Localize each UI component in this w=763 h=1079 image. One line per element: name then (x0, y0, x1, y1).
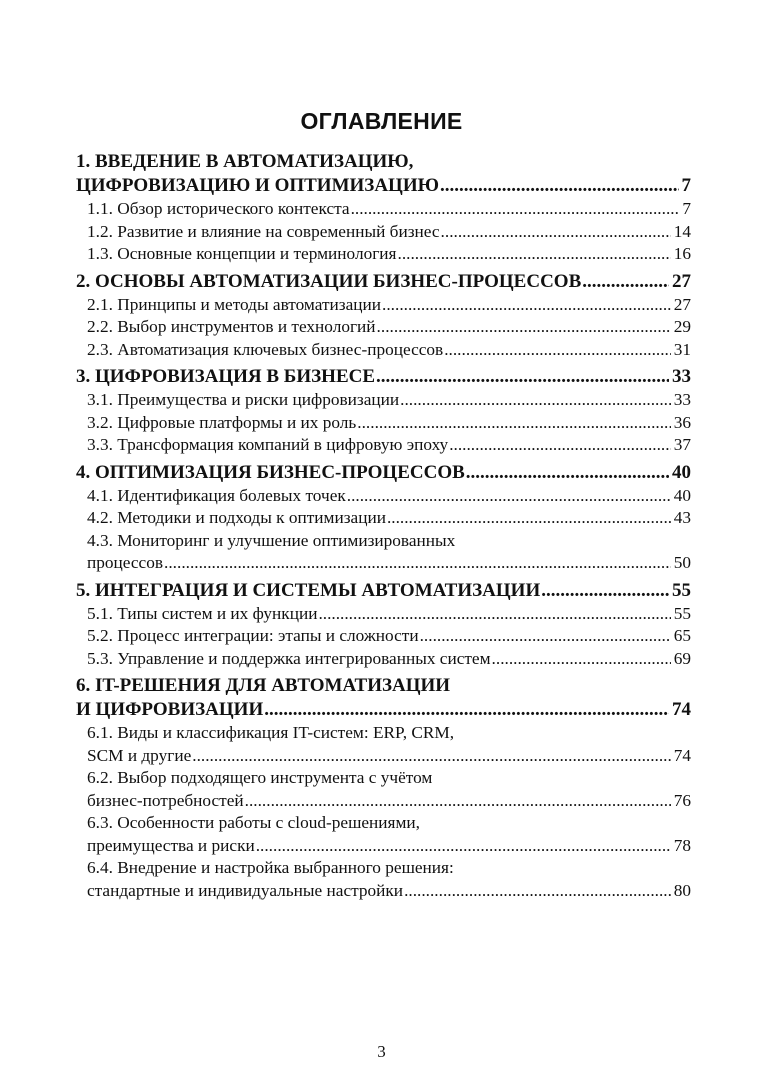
dot-leader (387, 507, 671, 530)
section-line (87, 812, 691, 835)
chapter-page: 7 (681, 175, 691, 196)
chapter-line (76, 270, 691, 294)
section-page: 74 (673, 745, 691, 765)
dot-leader (582, 270, 669, 294)
section-page: 33 (673, 390, 691, 409)
section-title: 4.1. Идентификация болевых точек (87, 485, 346, 505)
section-title: 6.1. Виды и классификация IT-систем: ERP, CRM, (87, 723, 455, 742)
dot-leader (541, 579, 669, 603)
section-title: 5.2. Процесс интеграции: этапы и сложности (87, 626, 419, 645)
dot-leader (318, 603, 670, 626)
section-line (87, 389, 691, 412)
toc-section (87, 294, 691, 317)
section-page: 69 (673, 648, 691, 668)
dot-leader (164, 552, 671, 575)
section-list (76, 389, 691, 457)
section-title: 2.1. Принципы и методы автоматизации (87, 294, 382, 314)
section-title: преимущества и риски (87, 835, 255, 855)
chapter-line (76, 365, 691, 389)
dot-leader (398, 243, 671, 266)
toc-chapter (76, 270, 691, 362)
chapter-title: 2. ОСНОВЫ АВТОМАТИЗАЦИИ БИЗНЕС-ПРОЦЕССОВ (76, 270, 582, 292)
section-line (87, 434, 691, 457)
section-title: стандартные и индивидуальные настройки (87, 880, 404, 900)
section-title: 3.3. Трансформация компаний в цифровую эпоху (87, 435, 449, 454)
dot-leader (420, 625, 671, 648)
chapter-title: 6. IT-РЕШЕНИЯ ДЛЯ АВТОМАТИЗАЦИИ (76, 675, 451, 696)
dot-leader (444, 339, 671, 362)
dot-leader (382, 294, 671, 317)
dot-leader (256, 835, 671, 858)
toc-section (87, 507, 691, 530)
section-title: 6.4. Внедрение и настройка выбранного решения: (87, 858, 454, 877)
section-title: 2.3. Автоматизация ключевых бизнес-процессов (87, 339, 444, 359)
toc-section (87, 812, 691, 857)
section-line (87, 294, 691, 317)
section-title: 1.1. Обзор исторического контекста (87, 199, 350, 218)
toc-section (87, 625, 691, 648)
toc-section (87, 412, 691, 435)
section-page: 40 (673, 485, 691, 505)
section-title: 5.1. Типы систем и их функции (87, 603, 318, 623)
section-line (87, 316, 691, 339)
section-line (87, 835, 691, 858)
chapter-line (76, 579, 691, 603)
chapter-page: 40 (672, 461, 691, 483)
toc-section (87, 722, 691, 767)
page-title: ОГЛАВЛЕНИЕ (300, 108, 463, 134)
toc-chapter (76, 579, 691, 671)
chapter-page: 74 (672, 699, 691, 720)
dot-leader (347, 485, 671, 508)
section-list (76, 485, 691, 575)
section-line (87, 412, 691, 435)
section-line (87, 790, 691, 813)
dot-leader (192, 745, 670, 768)
section-line (87, 603, 691, 626)
toc-section (87, 198, 691, 221)
chapter-title: И ЦИФРОВИЗАЦИИ (76, 699, 264, 720)
section-page: 43 (673, 508, 691, 527)
section-page: 55 (673, 603, 691, 623)
toc-section (87, 530, 691, 575)
dot-leader (404, 880, 671, 903)
chapter-title: 5. ИНТЕГРАЦИЯ И СИСТЕМЫ АВТОМАТИЗАЦИИ (76, 579, 541, 601)
section-title: 1.2. Развитие и влияние на современный бизнес (87, 221, 440, 241)
section-line (87, 857, 691, 880)
dot-leader (449, 434, 671, 457)
section-line (87, 745, 691, 768)
chapter-page: 33 (672, 366, 691, 387)
chapter-title: ЦИФРОВИЗАЦИЮ И ОПТИМИЗАЦИЮ (76, 175, 440, 196)
toc-chapter (76, 461, 691, 575)
section-line (87, 221, 691, 244)
dot-leader (466, 461, 669, 485)
section-page: 50 (673, 553, 691, 572)
section-title: 3.1. Преимущества и риски цифровизации (87, 390, 400, 409)
section-title: 6.3. Особенности работы с cloud-решениями, (87, 813, 421, 832)
section-page: 14 (673, 221, 691, 241)
toc-section (87, 389, 691, 412)
dot-leader (357, 412, 670, 435)
section-page: 16 (673, 244, 691, 263)
section-page: 7 (682, 199, 691, 218)
toc-section (87, 767, 691, 812)
section-title: бизнес-потребностей (87, 790, 244, 810)
dot-leader (400, 389, 671, 412)
toc-section (87, 339, 691, 362)
toc-section (87, 485, 691, 508)
chapter-page: 27 (672, 270, 691, 292)
chapter-line (76, 150, 691, 174)
section-page: 80 (673, 880, 691, 900)
section-page: 27 (673, 294, 691, 314)
toc-section (87, 316, 691, 339)
section-line (87, 198, 691, 221)
section-title: 1.3. Основные концепции и терминология (87, 244, 397, 263)
chapter-line (76, 461, 691, 485)
chapter-title: 3. ЦИФРОВИЗАЦИЯ В БИЗНЕСЕ (76, 366, 376, 387)
section-line (87, 767, 691, 790)
toc-chapter (76, 365, 691, 457)
dot-leader (245, 790, 671, 813)
section-line (87, 880, 691, 903)
toc-section (87, 857, 691, 902)
chapter-title: 4. ОПТИМИЗАЦИЯ БИЗНЕС-ПРОЦЕССОВ (76, 461, 465, 483)
section-list (76, 198, 691, 266)
section-line (87, 552, 691, 575)
section-line (87, 722, 691, 745)
toc-section (87, 243, 691, 266)
section-page: 36 (673, 412, 691, 432)
chapter-line (76, 698, 691, 722)
dot-leader (440, 174, 678, 198)
section-page: 31 (673, 339, 691, 359)
toc-chapter (76, 150, 691, 266)
toc-section (87, 603, 691, 626)
section-title: 4.3. Мониторинг и улучшение оптимизированных (87, 530, 456, 550)
dot-leader (492, 648, 671, 671)
table-of-contents (76, 150, 691, 906)
section-title: 6.2. Выбор подходящего инструмента с учётом (87, 768, 433, 787)
section-title: 5.3. Управление и поддержка интегрированных систем (87, 648, 491, 668)
section-page: 29 (673, 317, 691, 336)
section-line (87, 243, 691, 266)
dot-leader (351, 198, 680, 221)
section-line (87, 625, 691, 648)
section-page: 37 (673, 435, 691, 454)
section-title: 4.2. Методики и подходы к оптимизации (87, 508, 386, 527)
section-list (76, 722, 691, 902)
section-page: 78 (673, 835, 691, 855)
section-list (76, 294, 691, 362)
section-line (87, 648, 691, 671)
dot-leader (376, 365, 669, 389)
dot-leader (377, 316, 671, 339)
section-title: 2.2. Выбор инструментов и технологий (87, 317, 376, 336)
section-page: 76 (673, 790, 691, 810)
toc-section (87, 648, 691, 671)
section-line (87, 339, 691, 362)
page-number: 3 (377, 1042, 386, 1061)
section-list (76, 603, 691, 671)
section-line (87, 485, 691, 508)
toc-section (87, 221, 691, 244)
section-title: 3.2. Цифровые платформы и их роль (87, 412, 357, 432)
dot-leader (264, 698, 669, 722)
dot-leader (441, 221, 671, 244)
chapter-line (76, 174, 691, 198)
chapter-title: 1. ВВЕДЕНИЕ В АВТОМАТИЗАЦИЮ, (76, 151, 414, 172)
toc-chapter (76, 674, 691, 902)
section-line (87, 530, 691, 553)
chapter-page: 55 (672, 579, 691, 601)
section-line (87, 507, 691, 530)
chapter-line (76, 674, 691, 698)
section-page: 65 (673, 626, 691, 645)
section-title: SCM и другие (87, 745, 192, 765)
section-title: процессов (87, 553, 164, 572)
toc-section (87, 434, 691, 457)
